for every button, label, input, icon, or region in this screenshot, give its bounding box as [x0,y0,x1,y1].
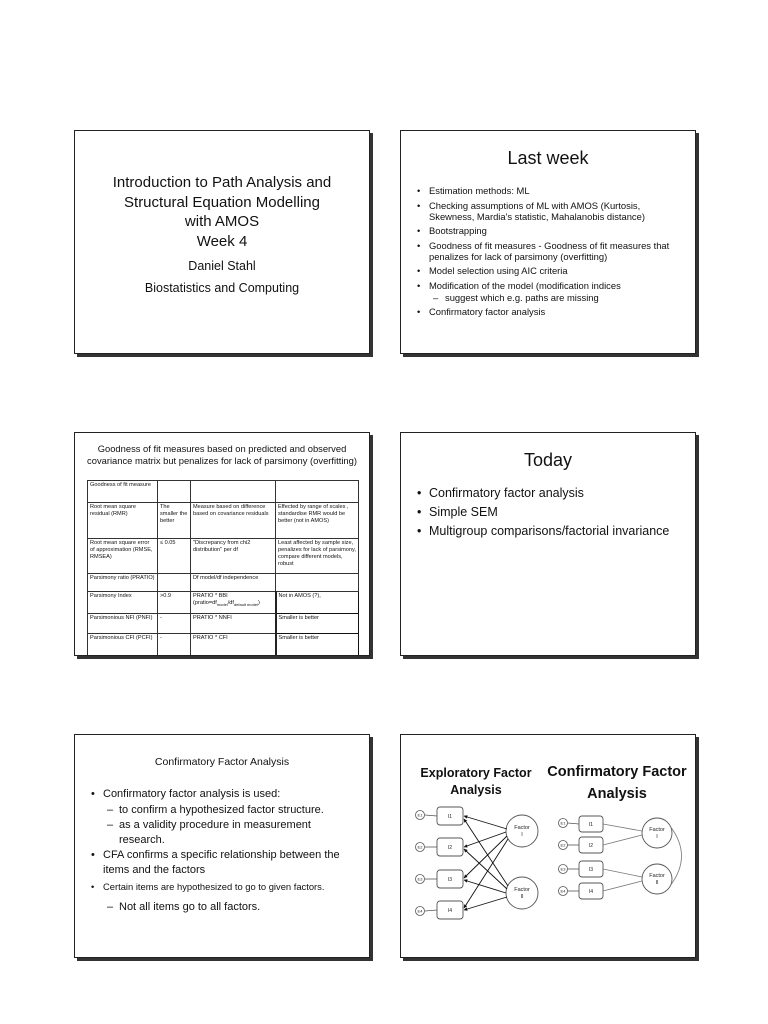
table-cell [276,574,359,592]
table-cell: PRATIO * CFI [191,634,276,656]
table-row [88,634,359,656]
slide-heading: Today [523,450,573,470]
item-label: I4 [447,908,453,914]
item-label: I3 [588,867,594,873]
table-cell: - [158,634,191,656]
bullet-item: • Modification of the model (modification indices [415,280,685,291]
bullet-list [415,486,675,543]
slide-fit-measures [74,432,370,656]
department: Biostatistics and Computing [144,281,300,295]
table-row [88,592,359,614]
confirmatory-label: Confirmatory Factor Analysis [547,764,687,802]
table-cell [191,481,276,503]
slide-title [74,130,370,354]
course-title-line: with AMOS [184,213,260,230]
bullet-item: • Confirmatory factor analysis [415,306,685,317]
error-label: E1 [560,820,566,826]
slide-heading: Last week [507,148,589,168]
pratio-formula [193,600,260,606]
formula-part: /df [227,600,234,606]
cfa-factor-two [642,864,672,894]
table-cell: ≤ 0.05 [158,539,191,574]
error-label: E4 [560,888,566,894]
bullet-item: • Bootstrapping [415,225,685,236]
sub-bullet-item: – as a validity procedure in measurement research. [89,818,359,847]
formula-subscript: model [216,602,228,608]
bullet-item: • Confirmatory factor analysis is used: [89,787,359,802]
formula-subscript: default model [233,602,258,608]
factor-numeral: I [656,834,658,840]
bullet-item: • CFA confirms a specific relationship between the items and the factors [89,848,359,877]
title-block [75,173,369,297]
course-title-line: Structural Equation Modelling [124,193,320,211]
cfa-error-paths [568,823,579,891]
item-label: I1 [447,814,453,820]
table-cell: Least affected by sample size, penalizes for lack of parsimony, compare different models, robust [276,539,359,574]
table-cell: Smaller is better [276,614,359,634]
error-label: E1 [417,812,423,818]
table-cell: Df model/df independence [191,574,276,592]
course-title-line: Introduction to Path Analysis and [112,174,332,191]
item-label: I2 [588,843,594,849]
week-label: Week 4 [196,232,248,250]
table-cell: Parsimony ratio (PRATIO) [88,574,158,592]
factor-numeral: I [521,832,523,838]
item-label: I3 [447,877,453,883]
slide-today [400,432,696,656]
item-label: I4 [588,889,594,895]
table-cell: >0.9 [158,592,191,614]
efa-errors [416,811,425,916]
table-cell [158,481,191,503]
sub-bullet-item: – Not all items go to all factors. [89,900,359,915]
table-cell: Goodness of fit measure [88,481,158,503]
efa-paths [464,816,508,910]
table-cell: Parsimonious NFI (PNFI) [88,614,158,634]
table-cell: The smaller the better [158,503,191,539]
table-cell [191,592,276,614]
error-label: E2 [560,842,566,848]
bullet-item: • Checking assumptions of ML with AMOS (Kurtosis, Skewness, Mardia's statistic, Mahalanobis distance) [415,200,685,222]
table-cell: Root mean square error of approximation (RMSE, RMSEA) [88,539,158,574]
bullet-list [89,787,359,915]
efa-error-paths [425,815,437,911]
exploratory-label: Exploratory Factor Analysis [420,766,532,797]
factor-label: Factor [514,887,530,893]
efa-items [437,807,463,919]
table-cell [158,574,191,592]
table-row [88,614,359,634]
fit-measures-table [87,480,359,656]
error-label: E4 [417,908,423,914]
factor-label: Factor [514,825,530,831]
table-cell: Smaller is better [276,634,359,656]
slide-heading: Goodness of fit measures based on predicted and observed covariance matrix but penalizes for lack of parsimony (overfitting) [87,443,357,466]
bullet-item: • Model selection using AIC criteria [415,265,685,276]
table-cell: "Discrepancy from chi2 distribution" per df [191,539,276,574]
factor-diagrams [401,735,695,957]
table-cell: Parsimony Index [88,592,158,614]
factor-label: Factor [649,873,665,879]
table-cell: Not in AMOS (?), [276,592,359,614]
bullet-list [415,185,685,321]
bullet-item: • Estimation methods: ML [415,185,685,196]
formula-part: ) [257,600,260,606]
slide-efa-vs-cfa [400,734,696,958]
table-cell: Root mean square residual (RMR) [88,503,158,539]
item-label: I2 [447,845,453,851]
sub-bullet-item: – to confirm a hypothesized factor structure. [89,803,359,818]
table-cell: Effected by range of scales , standardise RMR would be better (not in AMOS) [276,503,359,539]
table-row [88,539,359,574]
error-label: E3 [560,866,566,872]
item-label: I1 [588,822,594,828]
bullet-item: • Confirmatory factor analysis [415,486,675,501]
table-row [88,481,359,503]
table-row [88,574,359,592]
table-cell: Measure based on difference based on covariance residuals [191,503,276,539]
factor-numeral: II [520,894,524,900]
efa-factor-one [506,815,538,847]
table-row [88,503,359,539]
sub-bullet-item: – suggest which e.g. paths are missing [415,292,685,303]
table-cell-text: PRATIO * BBI [193,593,228,599]
slide-cfa-intro [74,734,370,958]
table-cell: PRATIO * NNFI [191,614,276,634]
bullet-item: • Multigroup comparisons/factorial invariance [415,524,675,539]
table-cell: Parsimonious CFI (PCFI) [88,634,158,656]
bullet-item: • Certain items are hypothesized to go to given factors. [89,880,359,895]
cfa-errors [559,819,568,896]
error-label: E2 [417,844,423,850]
cfa-items [579,816,603,899]
slide-heading: Confirmatory Factor Analysis [154,756,290,768]
cfa-paths [603,824,642,891]
bullet-item: • Simple SEM [415,505,675,520]
factor-label: Factor [649,827,665,833]
factor-numeral: II [655,880,659,886]
efa-factor-two [506,877,538,909]
error-label: E3 [417,876,423,882]
formula-part: (pratio=df [193,600,217,606]
table-cell [276,481,359,503]
cfa-factor-one [642,818,672,848]
bullet-item: • Goodness of fit measures - Goodness of fit measures that penalizes for lack of parsimony (overfitting) [415,240,685,262]
slide-last-week [400,130,696,354]
table-cell: - [158,614,191,634]
author: Daniel Stahl [188,259,256,273]
